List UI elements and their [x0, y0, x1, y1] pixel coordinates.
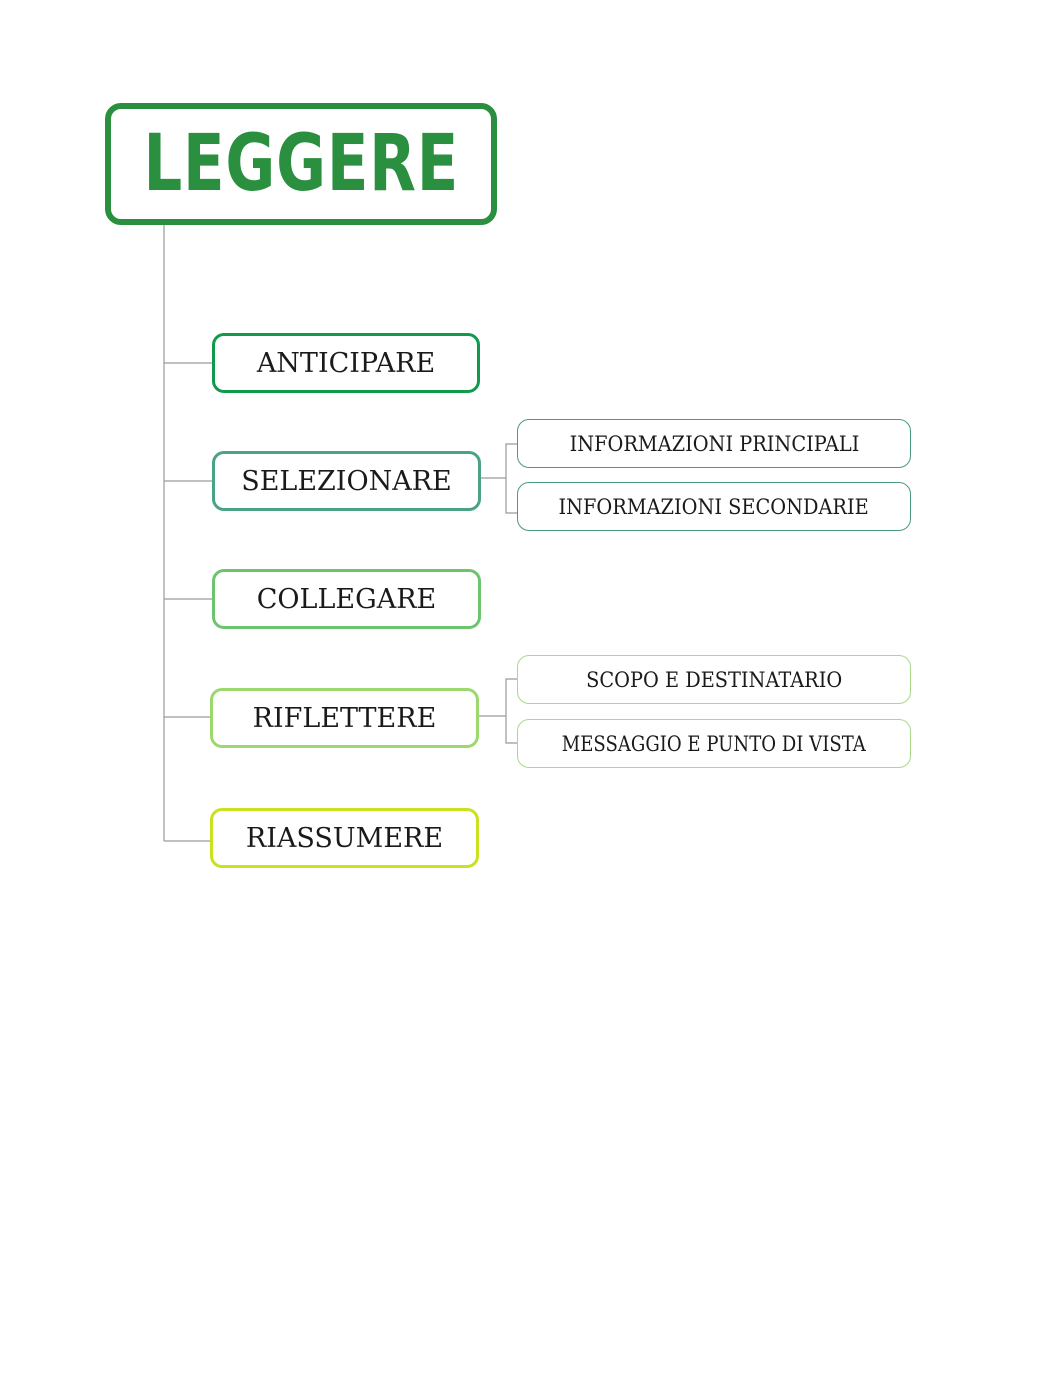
branch-riflettere — [210, 688, 479, 748]
branch-selezionare-label: SELEZIONARE — [241, 465, 452, 497]
root-title: LEGGERE — [143, 119, 459, 209]
sub-informazioni-secondarie — [517, 482, 911, 531]
branch-anticipare-label: ANTICIPARE — [256, 347, 436, 379]
branch-collegare-label: COLLEGARE — [256, 583, 437, 615]
sub-messaggio-e-punto-di-vista-label: MESSAGGIO E PUNTO DI VISTA — [561, 731, 867, 756]
root-node — [105, 103, 497, 225]
branch-riflettere-label: RIFLETTERE — [252, 702, 437, 734]
sub-scopo-e-destinatario-label: SCOPO E DESTINATARIO — [585, 667, 843, 692]
sub-scopo-e-destinatario — [517, 655, 911, 704]
sub-messaggio-e-punto-di-vista — [517, 719, 911, 768]
branch-riassumere-label: RIASSUMERE — [245, 822, 444, 854]
sub-informazioni-principali — [517, 419, 911, 468]
branch-selezionare — [212, 451, 481, 511]
branch-anticipare — [212, 333, 480, 393]
sub-informazioni-principali-label: INFORMAZIONI PRINCIPALI — [569, 431, 859, 456]
branch-riassumere — [210, 808, 479, 868]
sub-informazioni-secondarie-label: INFORMAZIONI SECONDARIE — [558, 494, 870, 519]
branch-collegare — [212, 569, 481, 629]
